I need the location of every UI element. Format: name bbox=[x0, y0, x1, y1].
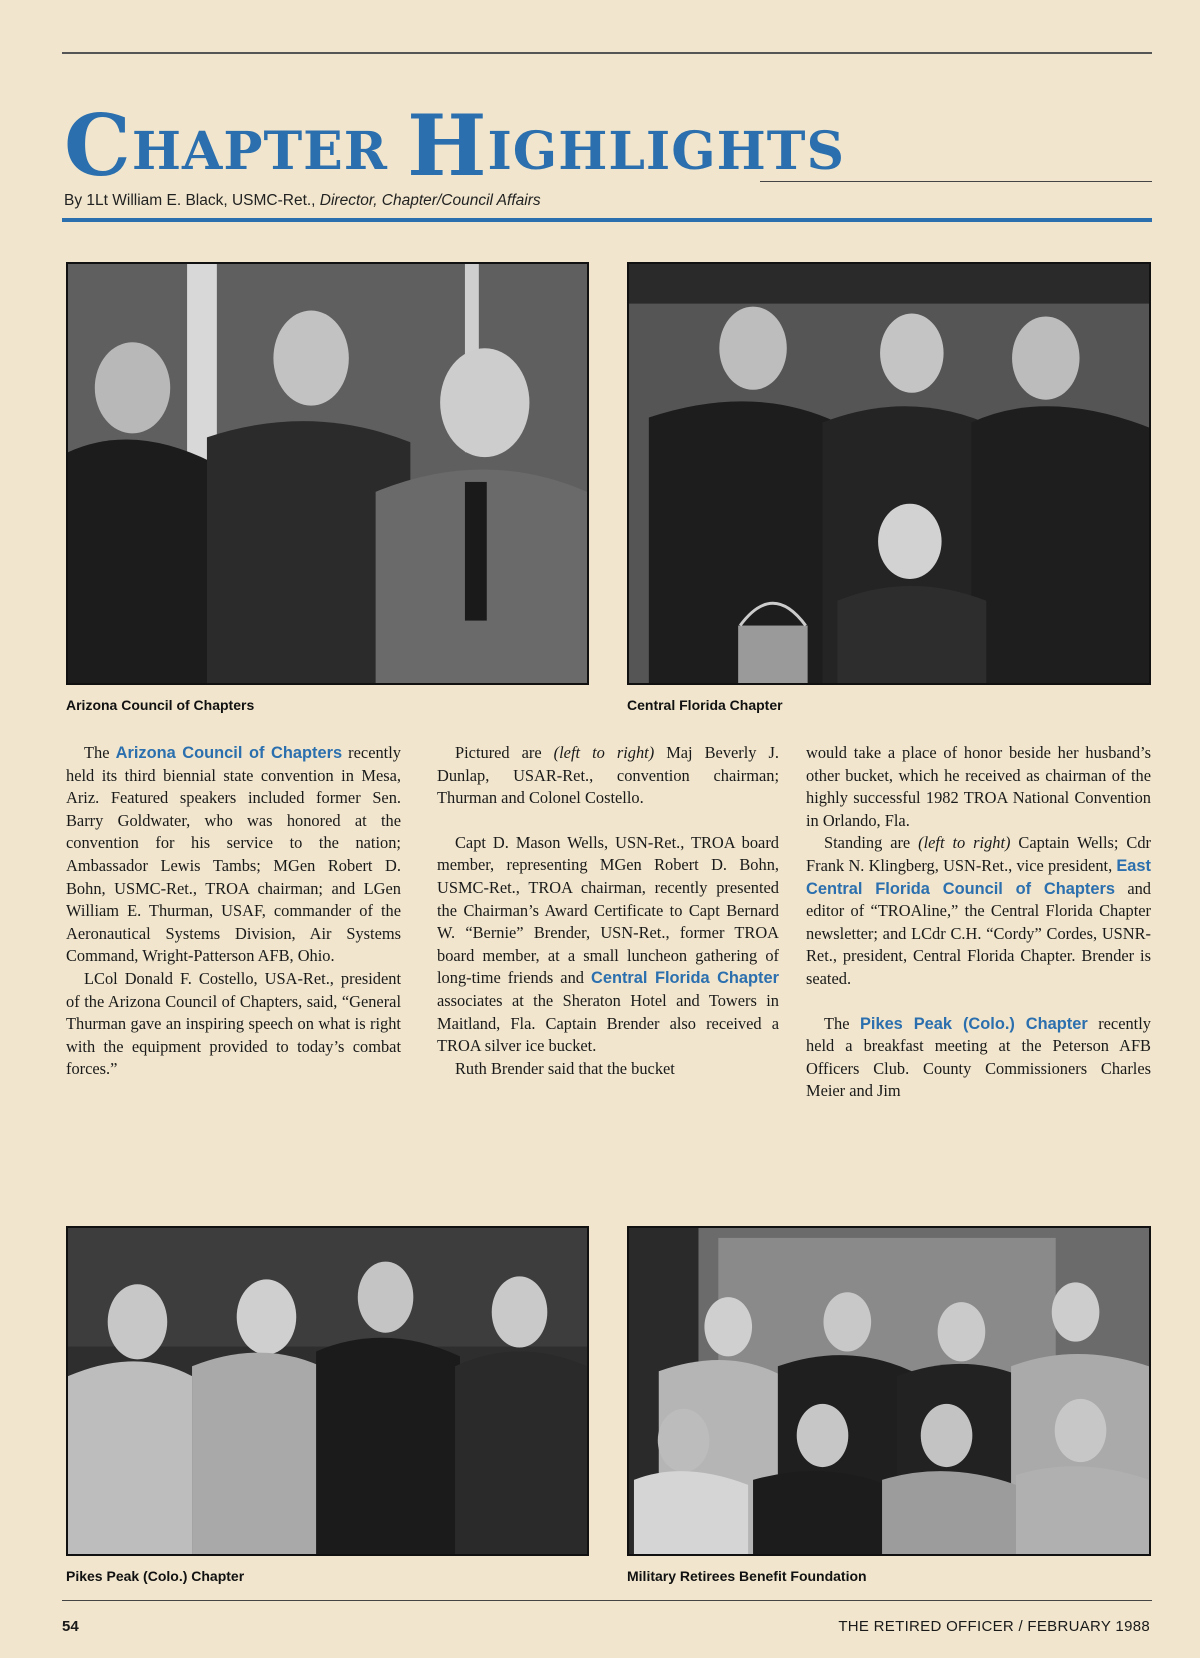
text: The bbox=[84, 743, 116, 762]
text-italic: (left to right) bbox=[918, 833, 1011, 853]
pikes-peak-photo bbox=[66, 1226, 589, 1556]
paragraph bbox=[437, 832, 779, 1058]
text: Captain Wells; Cdr Frank N. Klingberg, USN-Ret., vice president, bbox=[806, 833, 1151, 875]
military-retirees-photo bbox=[627, 1226, 1151, 1556]
paragraph bbox=[66, 742, 401, 968]
paragraph bbox=[806, 1013, 1151, 1103]
paragraph: would take a place of honor beside her husband’s other bucket, which he received as chairman of the highly successful 1982 TROA National Convention in Orlando, Fla. bbox=[806, 743, 1151, 830]
title-initial-h: H bbox=[407, 96, 488, 195]
east-central-florida-heading: East Central Florida Council of Chapters bbox=[806, 856, 1151, 898]
text: The bbox=[824, 1013, 860, 1033]
article-column-3 bbox=[806, 742, 1151, 1103]
title-rule bbox=[760, 181, 1152, 182]
header-accent-rule bbox=[62, 218, 1152, 222]
article-column-2 bbox=[437, 742, 779, 1080]
article-column-1 bbox=[66, 742, 401, 1081]
publication-footer: THE RETIRED OFFICER / FEBRUARY 1988 bbox=[838, 1618, 1150, 1635]
central-florida-heading: Central Florida Chapter bbox=[591, 969, 780, 988]
arizona-council-photo bbox=[66, 262, 589, 685]
byline-author: By 1Lt William E. Black, USMC-Ret., bbox=[64, 192, 320, 209]
page-title bbox=[64, 96, 846, 195]
arizona-council-heading: Arizona Council of Chapters bbox=[115, 744, 343, 762]
military-retirees-caption: Military Retirees Benefit Foundation bbox=[627, 1568, 867, 1584]
byline-role: Director, Chapter/Council Affairs bbox=[319, 192, 541, 209]
text: Capt D. Mason Wells, USN-Ret., TROA board member, representing MGen Robert D. Bohn, USMC-Ret., TROA chairman, recently presented the Chairman’s Award Certificate to Capt Bernard W. “Bernie” Brender, USN-Ret., former TROA board member, at a small luncheon gathering of long-time friends and bbox=[437, 832, 779, 988]
paragraph bbox=[806, 832, 1151, 990]
pikes-peak-heading: Pikes Peak (Colo.) Chapter bbox=[859, 1014, 1088, 1033]
title-initial-c: C bbox=[64, 96, 132, 195]
top-rule bbox=[62, 52, 1152, 54]
central-florida-photo bbox=[627, 262, 1151, 685]
paragraph: Ruth Brender said that the bucket bbox=[455, 1058, 675, 1078]
central-florida-caption: Central Florida Chapter bbox=[627, 697, 783, 713]
arizona-caption: Arizona Council of Chapters bbox=[66, 697, 255, 713]
byline bbox=[64, 192, 541, 210]
text-italic: (left to right) bbox=[553, 743, 655, 762]
text: associates at the Sheraton Hotel and Towers in Maitland, Fla. Captain Brender also received a TROA silver ice bucket. bbox=[437, 990, 779, 1056]
paragraph bbox=[437, 742, 779, 810]
text: Standing are bbox=[824, 833, 919, 853]
footer-rule bbox=[62, 1600, 1152, 1601]
text: and editor of “TROAline,” the Central Florida Chapter newsletter; and LCdr C.H. “Cordy” Cordes, USNR-Ret., president, Central Florida Chapter. Brender is seated. bbox=[806, 878, 1152, 988]
text: recently held a breakfast meeting at the Peterson AFB Officers Club. County Commissioners Charles Meier and Jim bbox=[806, 1013, 1151, 1101]
title-word-1: HAPTER bbox=[131, 121, 408, 182]
text: recently held its third biennial state convention in Mesa, Ariz. Featured speakers included former Sen. Barry Goldwater, who was honored at the convention for his service to the nation; Ambassador Lewis Tambs; MGen Robert D. Bohn, USMC-Ret., TROA chairman; and LGen William E. Thurman, USAF, commander of the Aeronautical Systems Division, Air Systems Command, Wright-Patterson AFB, Ohio. bbox=[66, 743, 401, 966]
pikes-peak-caption: Pikes Peak (Colo.) Chapter bbox=[66, 1568, 245, 1584]
title-word-2: IGHLIGHTS bbox=[487, 121, 846, 182]
page-number: 54 bbox=[62, 1618, 79, 1635]
paragraph: LCol Donald F. Costello, USA-Ret., president of the Arizona Council of Chapters, said, “General Thurman gave an inspiring speech on what is right with the equipment provided to today’s combat forces.” bbox=[66, 968, 401, 1079]
text: Pictured are bbox=[455, 743, 554, 762]
text: Maj Beverly J. Dunlap, USAR-Ret., convention chairman; Thurman and Colonel Costello. bbox=[437, 743, 779, 808]
